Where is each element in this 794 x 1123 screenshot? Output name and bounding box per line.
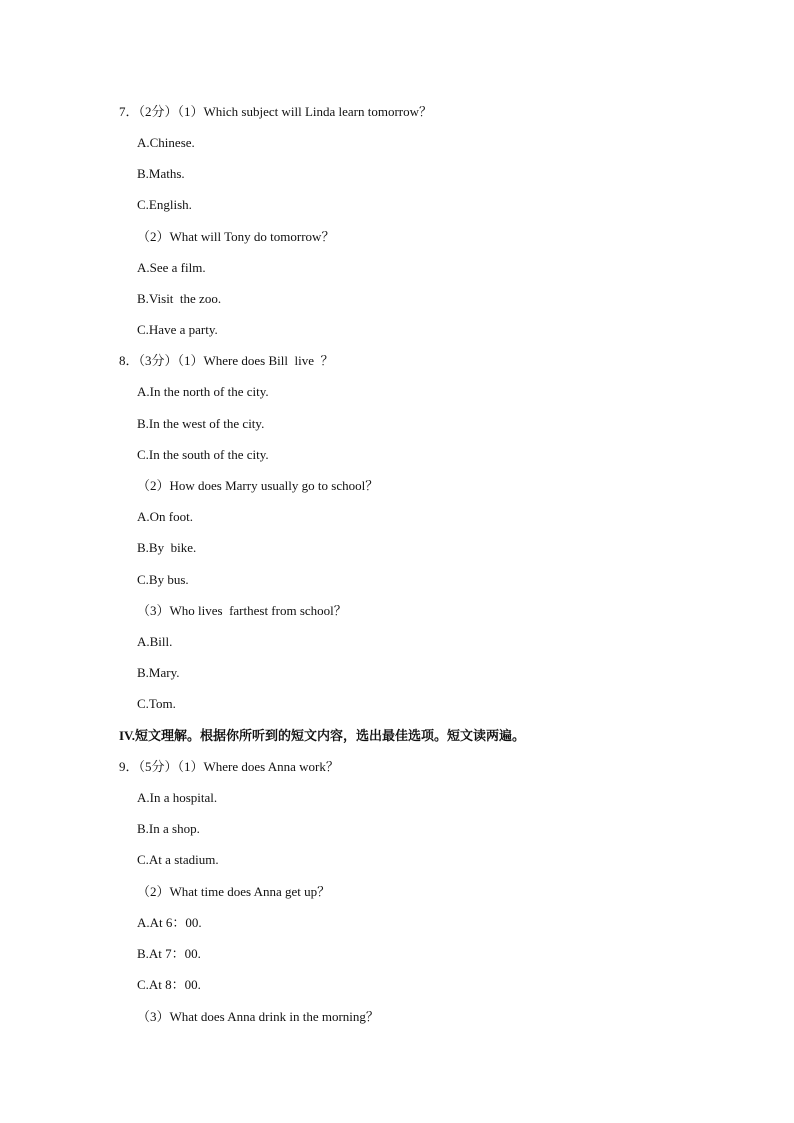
q9-1-option-a: A.In a hospital. — [137, 790, 218, 805]
q9-2-option-a: A.At 6：00. — [137, 915, 202, 930]
q8-1-option-c: C.In the south of the city. — [137, 447, 269, 462]
question-7-sub-2: （2）What will Tony do tomorrow？ — [137, 229, 335, 244]
q8-2-option-a: A.On foot. — [137, 509, 193, 524]
question-9-sub-3: （3）What does Anna drink in the morning？ — [137, 1009, 379, 1024]
section-4-title: IV.短文理解。根据你所听到的短文内容，选出最佳选项。短文读两遍。 — [119, 728, 526, 743]
q7-2-option-c: C.Have a party. — [137, 322, 218, 337]
q9-2-option-b: B.At 7：00. — [137, 946, 201, 961]
q8-3-option-c: C.Tom. — [137, 696, 176, 711]
q8-3-option-a: A.Bill. — [137, 634, 173, 649]
question-7-header: 7．（2分）（1）Which subject will Linda learn tomorrow？ — [119, 104, 433, 119]
q8-1-option-a: A.In the north of the city. — [137, 384, 269, 399]
question-9-header: 9．（5分）（1）Where does Anna work？ — [119, 759, 339, 774]
q7-1-option-b: B.Maths. — [137, 166, 185, 181]
question-9-sub-2: （2）What time does Anna get up？ — [137, 884, 331, 899]
question-8-sub-2: （2）How does Marry usually go to school？ — [137, 478, 379, 493]
q8-3-option-b: B.Mary. — [137, 665, 180, 680]
q7-1-option-c: C.English. — [137, 197, 192, 212]
q9-2-option-c: C.At 8：00. — [137, 977, 201, 992]
q8-1-option-b: B.In the west of the city. — [137, 416, 265, 431]
q7-2-option-b: B.Visit the zoo. — [137, 291, 222, 306]
q7-1-option-a: A.Chinese. — [137, 135, 195, 150]
q9-1-option-c: C.At a stadium. — [137, 852, 219, 867]
q8-2-option-b: B.By bike. — [137, 540, 197, 555]
q9-1-option-b: B.In a shop. — [137, 821, 200, 836]
q7-2-option-a: A.See a film. — [137, 260, 206, 275]
question-8-header: 8．（3分）（1）Where does Bill live ？ — [119, 353, 334, 368]
question-8-sub-3: （3）Who lives farthest from school？ — [137, 603, 347, 618]
q8-2-option-c: C.By bus. — [137, 572, 189, 587]
